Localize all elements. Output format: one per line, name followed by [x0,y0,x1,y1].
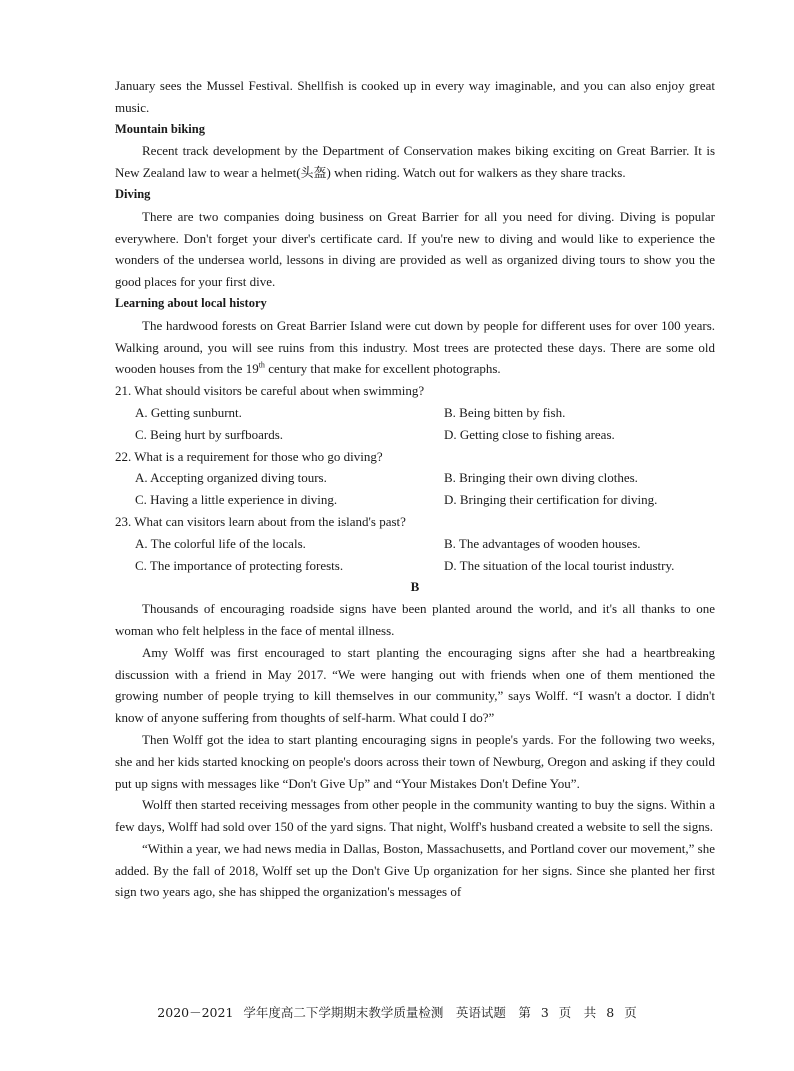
question-22 [115,446,715,511]
option-a: A. Accepting organized diving tours. [135,470,327,486]
passage-b-paragraph: Then Wolff got the idea to start planting encouraging signs in people's yards. For the following two weeks, she and her kids started knocking on people's doors across their town of Newburg, Oregon and asking if they could put up signs with messages like “Don't Give Up” and “Your Mistakes Don't Define You”. [115,731,715,791]
passage-b-paragraph: “Within a year, we had news media in Dallas, Boston, Massachusetts, and Portland cover our movement,” she added. By the fall of 2018, Wolff set up the Don't Give Up organization for her signs. Since she planted her first sign two years ago, she has shipped the organization's messages of [115,840,715,900]
option-c: C. Having a little experience in diving. [135,492,338,508]
question-stem: 22. What is a requirement for those who go diving? [115,448,383,464]
history-text-part-2: century that make for excellent photographs. [264,361,501,377]
option-d: D. The situation of the local tourist industry. [444,557,675,573]
passage-b-paragraph: Amy Wolff was first encouraged to start planting the encouraging signs after she had a heartbreaking discussion with a friend in May 2017. “We were hanging out with friends when one of them mentioned the growing number of people trying to kill themselves in our community,” says Wolff. “I wasn't a doctor. I didn't know of anyone suffering from thoughts of self-harm. What could I do?” [115,644,715,726]
passage-b-paragraph: Wolff then started receiving messages from other people in the community wanting to buy the signs. Within a few days, Wolff had sold over 150 of the yard signs. That night, Wolff's husband created a website to sell the signs. [115,797,715,835]
section-paragraph-diving: There are two companies doing business on Great Barrier for all you need for diving. Diving is popular everywhere. Don't forget your diver's certificate card. If you're new to diving and would like to experience the wonders of the undersea world, lessons in diving are provided as well as organized diving tours to show you the good places for your first dive. [115,208,715,290]
section-paragraph-mountain-biking: Recent track development by the Department of Conservation makes biking exciting on Great Barrier. It is New Zealand law to wear a helmet(头盔) when riding. Watch out for walkers as they share tracks. [115,143,715,181]
passage-b-paragraph: Thousands of encouraging roadside signs have been planted around the world, and it's all thanks to one woman who felt helpless in the face of mental illness. [115,601,715,638]
option-d: D. Bringing their certification for diving. [444,492,658,508]
question-23 [115,511,715,576]
question-options [115,467,715,511]
section-heading-mountain-biking: Mountain biking [115,121,205,136]
question-stem: 21. What should visitors be careful about when swimming? [115,383,425,399]
intro-paragraph: January sees the Mussel Festival. Shellfish is cooked up in every way imaginable, and you can also enjoy great music. [115,78,715,115]
section-paragraph-local-history [115,315,715,380]
question-stem: 23. What can visitors learn about from the island's past? [115,513,406,529]
option-b: B. The advantages of wooden houses. [444,535,641,551]
option-a: A. Getting sunburnt. [135,404,242,420]
option-c: C. The importance of protecting forests. [135,557,344,573]
option-b: B. Being bitten by fish. [444,404,566,420]
question-options [115,533,715,577]
option-b: B. Bringing their own diving clothes. [444,470,638,486]
question-21 [115,380,715,445]
section-heading-diving: Diving [115,186,151,201]
ordinal-superscript: th [258,361,265,371]
option-d: D. Getting close to fishing areas. [444,426,615,442]
page-content [115,75,715,903]
option-c: C. Being hurt by surfboards. [135,426,284,442]
section-heading-local-history: Learning about local history [115,295,267,310]
passage-b-label: B [410,579,420,595]
option-a: A. The colorful life of the locals. [135,535,306,551]
page-footer: 2020－2021 学年度高二下学期期末教学质量检测 英语试题 第 3 页 共 8 页 [157,1005,637,1020]
question-options [115,402,715,446]
history-text-part-1: The hardwood forests on Great Barrier Island were cut down by people for different uses for over 100 years. Walking around, you will see ruins from this industry. Most trees are protected these days. There are some old wooden houses from the 19 [115,317,715,377]
